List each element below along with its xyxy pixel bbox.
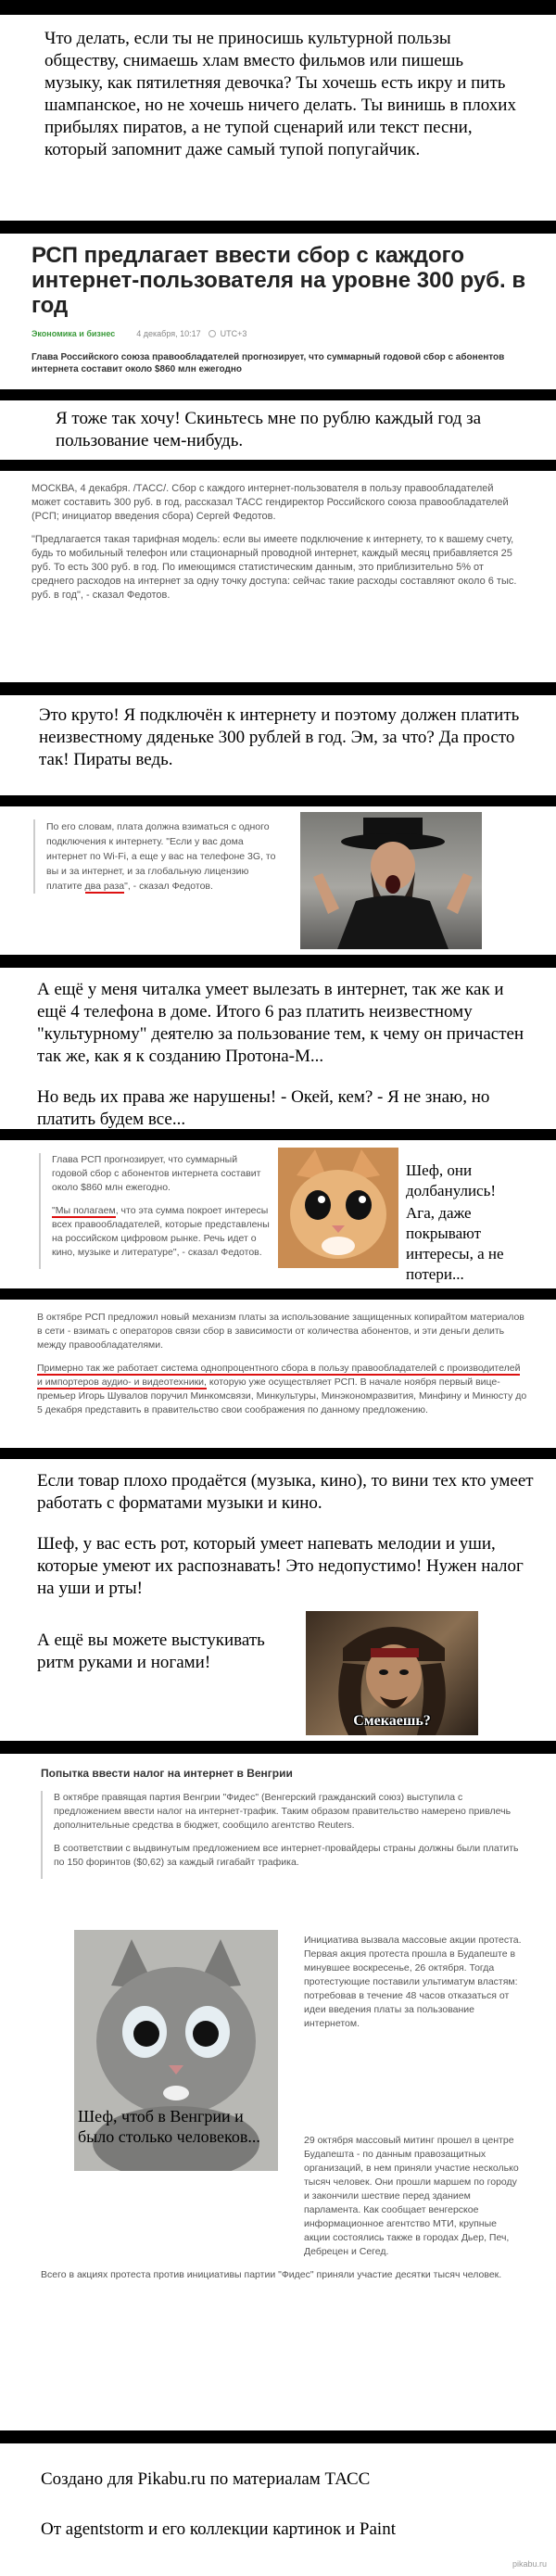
news-5-bottom (41, 2134, 523, 2291)
news-panel-2 (0, 806, 556, 955)
pikabu-watermark: pikabu.ru (512, 2559, 547, 2569)
comment-3-text-1: А ещё у меня читалка умеет вылезать в интернет, так же как и ещё 4 телефона в доме. Итого 6 раз платить неизвестному "культурному" деятелю за пользование тем, к чему он причастен так же, как я к созданию Протона-М... (37, 980, 524, 1066)
news-1-paragraph-1: МОСКВА, 4 декабря. /ТАСС/. Сбор с каждого интернет-пользователя в пользу правообладателей может составить 300 руб. в год, рассказал ТАСС гендиректор Российского союза правообладателей (РСП; инициатор введения сбора) Сергей Федотов. (32, 483, 509, 522)
news-panel-4 (0, 1300, 556, 1448)
news-5-heading: Попытка ввести налог на интернет в Венгрии (41, 1767, 293, 1780)
comment-panel-4 (0, 1459, 556, 1741)
cat-caption-line-2: Ага, даже покрывают интересы, а не потери... (406, 1204, 504, 1283)
comment-4-text-2: Шеф, у вас есть рот, который умеет напевать мелодии и уши, которые умеют их распознавать! Это недопустимо! Нужен налог на уши и рты! (37, 1534, 524, 1598)
news-3-paragraph-2: "Мы полагаем, что эта сумма покроет интересы всех правообладателей, которые представлены на российском цифровом рынке. Речь идет о кино, музыке и литературе", - сказал Федотов. (52, 1205, 270, 1258)
news-5-top (41, 1791, 523, 1879)
news-3-paragraph-1: Глава РСП прогнозирует, что суммарный годовой сбор с абонентов интернета составит около $860 млн ежегодно. (52, 1154, 261, 1193)
news-4-paragraph-2: Примерно так же работает система однопроцентного сбора в пользу правообладателей с производителей и импортеров аудио- и видеотехники, которую уже осуществляет РСП. В начале ноября первый вице-премьер Игорь Шувалов поручил Минкомсвязи, Минкультуры, Минэкономразвития, Минфину и Минюсту до 5 декабря представить в правительство свои соображения по данному предложению. (37, 1363, 527, 1415)
ginger-cat-image (278, 1148, 398, 1268)
news-1-paragraph-2: "Предлагается такая тарифная модель: если вы имеете подключение к интернету, то к вашему счету, будь то мобильный телефон или стационарный проводной интернет, каждый месяц прибавляется 25 руб. То есть 300 руб. в год. По имеющимся статистическим данным, это приблизительно 5% от среднего расходов на интернет за одну точку доступа: сейчас такие расходы составляют около 6 тыс. руб. в год", - сказал Федотов. (32, 534, 517, 601)
comment-4-text-1: Если товар плохо продаётся (музыка, кино), то вини тех кто умеет работать с форматами музыки и кино. (37, 1471, 534, 1513)
grey-cat-caption: Шеф, чтоб в Венгрии и было столько человеков... (78, 2107, 260, 2146)
footer-panel (0, 2443, 556, 2576)
pirate-caption: Смекаешь? (353, 1713, 431, 1729)
news-panel-1 (0, 471, 556, 682)
shouting-man-image (300, 812, 482, 949)
news-5-paragraph-4: 29 октября массовый митинг прошел в центре Будапешта - по данным правозащитных организаций, в нем приняли участие несколько тысяч человек. Они прошли маршем по городу и закончили шествие перед зданием парламента. Как сообщает венгерское информационное агентство МТИ, крупные акции состоялись также в городах Дьер, Печ, Дебрецен и Сегед. (304, 2135, 519, 2257)
article-category[interactable]: Экономика и бизнес (32, 329, 116, 338)
comment-3-text-2: Но ведь их права же нарушены! - Окей, кем? - Я не знаю, но платить будем все... (37, 1087, 490, 1129)
news-panel-5 (0, 1754, 556, 2430)
news-3-quote (39, 1153, 271, 1269)
comment-2-text: Это круто! Я подключён к интернету и поэтому должен платить неизвестному дяденьке 300 рублей в год. Эм, за что? Да просто так! Пираты ведь. (39, 705, 520, 769)
news-5-paragraph-2: В соответствии с выдвинутым предложением все интернет-провайдеры страны должны были платить по 150 форинтов ($0,62) за каждый гигабайт трафика. (54, 1843, 519, 1868)
clock-icon (208, 330, 216, 337)
article-meta (32, 329, 526, 338)
comment-panel-1 (0, 400, 556, 460)
news-4-paragraph-1: В октябре РСП предложил новый механизм платы за использование защищенных копирайтом материалов в сети - взимать с операторов связи сбор в зависимости от количества абонентов, и эти деньги делить между правообладателями. (37, 1312, 524, 1351)
article-date: 4 декабря, 10:17 (136, 329, 201, 338)
article-timezone: UTC+3 (220, 329, 247, 338)
footer-line-2: От agentstorm и его коллекции картинок и Paint (41, 2519, 396, 2539)
footer-line-1: Создано для Pikabu.ru по материалам ТАСС (41, 2469, 371, 2489)
news-5-paragraph-1: В октябре правящая партия Венгрии "Фидес" (Венгерский гражданский союз) выступила с предложением ввести налог на интернет-трафик. Таким образом правительство намерено привлечь дополнительные средства в бюджет, сообщило агентство Reuters. (54, 1792, 512, 1831)
ginger-cat-illustration (278, 1148, 398, 1268)
comment-4-text-3: А ещё вы можете выстукивать ритм руками и ногами! (37, 1631, 265, 1672)
comment-panel-3 (0, 968, 556, 1129)
cat-caption-line-1: Шеф, они долбанулись! (406, 1161, 496, 1199)
cat-caption (406, 1161, 545, 1285)
news-panel-3 (0, 1140, 556, 1288)
comment-1-text: Я тоже так хочу! Скиньтесь мне по рублю каждый год за пользование чем-нибудь. (56, 409, 482, 450)
news-2-quote: По его словам, плата должна взиматься с одного подключения к интернету. "Если у вас дома интернет по Wi-Fi, а еще у вас на телефоне 3G, то вы и за интернет, и за глобальную лицензию платите два раза", - сказал Федотов. (33, 819, 276, 894)
underlined-phrase: два раза (84, 881, 125, 892)
intro-panel (0, 15, 556, 221)
pirate-image (306, 1611, 478, 1735)
news-1-body (32, 482, 523, 603)
article-title[interactable]: РСП предлагает ввести сбор с каждого интернет-пользователя на уровне 300 руб. в год (32, 243, 526, 318)
article-lead: Глава Российского союза правообладателей прогнозирует, что суммарный годовой сбор с абонентов интернета составит около $860 млн ежегодно (32, 352, 505, 374)
article-header-panel (0, 234, 556, 389)
news-5-paragraph-5: Всего в акциях протеста против инициативы партии "Фидес" приняли участие десятки тысяч человек. (41, 2269, 502, 2280)
shouting-man-illustration (300, 812, 482, 949)
news-5-side (304, 1934, 523, 2040)
comment-panel-2 (0, 695, 556, 795)
news-5-paragraph-3: Инициатива вызвала массовые акции протеста. Первая акция протеста прошла в Будапеште в минувшее воскресенье, 26 октября. Тогда протестующие поставили ультиматум властям: потребовав в течение 48 часов отказаться от идеи введения платы за пользование интернетом. (304, 1935, 522, 2029)
intro-text: Что делать, если ты не приносишь культурной пользы обществу, снимаешь хлам вместо фильмов или пишешь музыку, как пятилетняя девочка? Ты хочешь есть икру и пить шампанское, но не хочешь ничего делать. Ты винишь в плохих прибылях пиратов, а не тупой сценарий или текст песни, который запомнит даже самый тупой попугайчик. (44, 29, 516, 159)
news-4-body (37, 1311, 528, 1417)
